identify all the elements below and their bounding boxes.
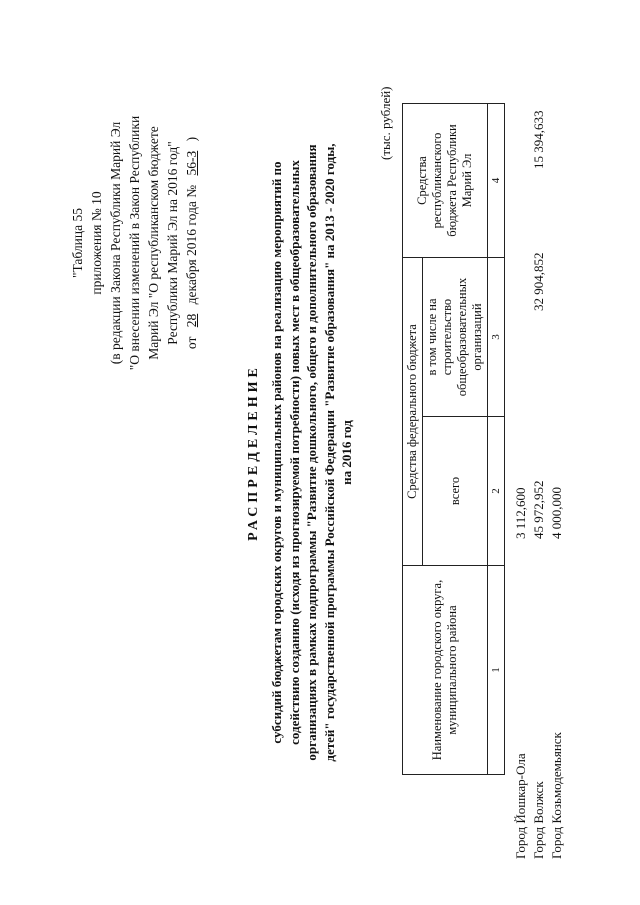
subtitle-line-3: организациях в рамках подпрограммы "Развитие дошкольного, общего и дополнительного образования [304, 144, 319, 761]
date-suffix: ) [184, 136, 199, 142]
col-republic-header [403, 104, 488, 258]
col-number-1: 1 [488, 566, 505, 775]
col3-line2: общеобразовательных организаций [455, 277, 484, 397]
col4-line1: Средства [415, 156, 429, 205]
table-row [512, 39, 530, 859]
unit-label: (тыс. рублей) [378, 86, 393, 160]
col1-line2: муниципального района [445, 605, 459, 735]
appendix-header [68, 63, 201, 423]
row-name: Город Козьмодемьянск [549, 732, 564, 859]
document-title: РАСПРЕДЕЛЕНИЕ [246, 364, 261, 541]
header-line-3: (в редакции Закона Республики Марий Эл [108, 121, 123, 365]
col4-line3: бюджета Республики [445, 124, 459, 237]
col-total-header: всего [423, 417, 488, 566]
header-line-2: приложения № 10 [89, 191, 104, 295]
row-total: 45 972,952 [531, 480, 546, 539]
subtitle-line-1: субсидий бюджетам городских округов и муниципальных районов на реализацию мероприятий по [269, 161, 284, 744]
col3-line1: в том числе на строительство [425, 298, 454, 376]
col1-line1: Наименование городского округа, [430, 579, 444, 761]
subtitle-line-4: детей" государственной программы Российской Федерации "Развитие образования" на 2013 - 2020 годы, [321, 143, 337, 762]
col-number-3: 3 [488, 258, 505, 417]
date-middle: декабря 2016 года № [184, 184, 199, 305]
distribution-table-header [402, 103, 505, 775]
row-name: Город Волжск [531, 781, 546, 859]
document-subtitle [268, 100, 356, 805]
row-name: Город Йошкар-Ола [513, 753, 528, 859]
col-number-2: 2 [488, 417, 505, 566]
row-republic: 15 394,633 [531, 110, 546, 169]
col-federal-header: Средства федерального бюджета [403, 258, 423, 566]
col-municipality-header [403, 566, 488, 775]
header-line-5: Марий Эл "О республиканском бюджете [146, 126, 161, 360]
row-total: 4 000,000 [549, 487, 564, 539]
table-rows [512, 39, 566, 859]
table-row [548, 39, 566, 859]
law-number: 56-З [184, 150, 199, 176]
header-date-line [182, 63, 201, 423]
header-line-1: "Таблица 55 [70, 208, 85, 278]
table-row [530, 39, 548, 859]
col4-line2: республиканского [430, 132, 444, 229]
subtitle-line-2: содействию созданию (исходя из прогнозируемой потребности) новых мест в общеобразовательных [286, 160, 302, 745]
col-construction-header [423, 258, 488, 417]
date-day: 28 [184, 313, 199, 328]
header-line-6: Республики Марий Эл на 2016 год" [165, 141, 180, 345]
row-construction: 32 904,852 [531, 252, 546, 311]
date-prefix: от [184, 336, 199, 350]
col4-line4: Марий Эл [460, 153, 474, 208]
subtitle-line-5: на 2016 год [339, 420, 354, 485]
header-line-4: "О внесении изменений в Закон Республики [127, 115, 142, 371]
col-number-4: 4 [488, 104, 505, 258]
row-total: 3 112,600 [513, 487, 528, 539]
